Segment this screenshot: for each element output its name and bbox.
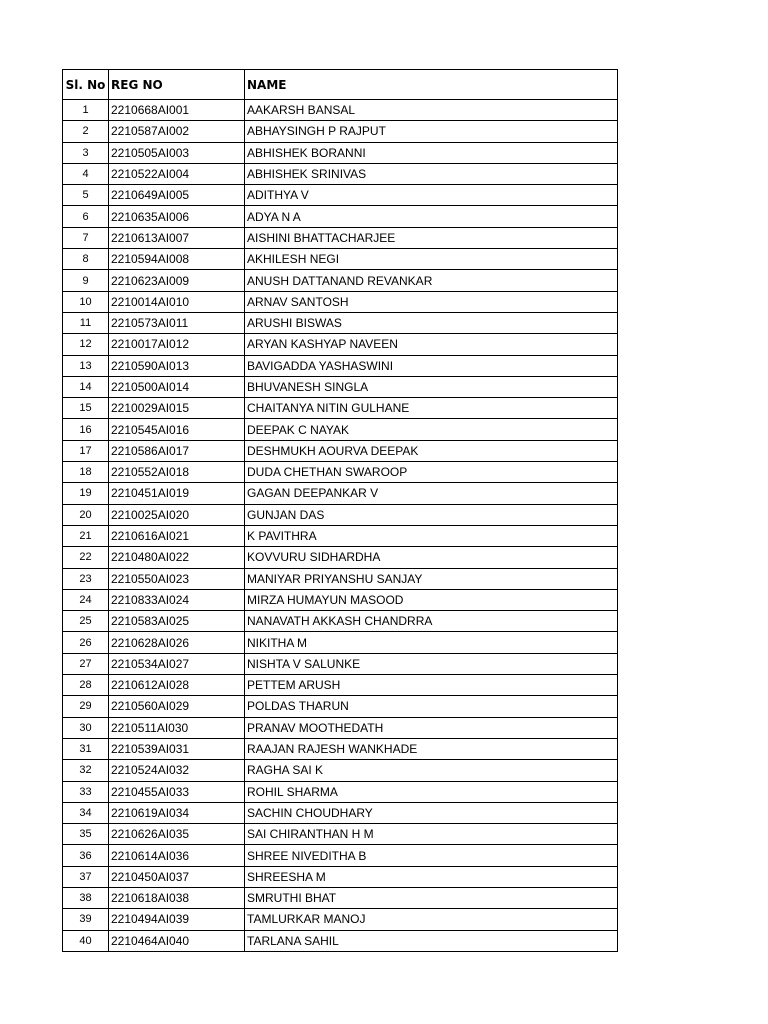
table-row	[63, 121, 618, 142]
serial-number-cell: 31	[63, 738, 109, 759]
serial-number-cell: 18	[63, 462, 109, 483]
reg-no-cell: 2210464AI040	[109, 930, 245, 951]
table-row	[63, 291, 618, 312]
table-row	[63, 440, 618, 461]
student-name-cell: SAI CHIRANTHAN H M	[245, 824, 618, 845]
reg-no-cell: 2210623AI009	[109, 270, 245, 291]
reg-no-cell: 2210025AI020	[109, 504, 245, 525]
table-header	[63, 70, 618, 100]
student-name-cell: MIRZA HUMAYUN MASOOD	[245, 589, 618, 610]
serial-number-cell: 32	[63, 760, 109, 781]
student-name-cell: DESHMUKH AOURVA DEEPAK	[245, 440, 618, 461]
table-row	[63, 355, 618, 376]
student-name-cell: ARYAN KASHYAP NAVEEN	[245, 334, 618, 355]
serial-number-cell: 17	[63, 440, 109, 461]
serial-number-cell: 6	[63, 206, 109, 227]
serial-number-cell: 22	[63, 547, 109, 568]
serial-number-cell: 33	[63, 781, 109, 802]
serial-number-cell: 24	[63, 589, 109, 610]
table-row	[63, 419, 618, 440]
table-row	[63, 632, 618, 653]
table-row	[63, 312, 618, 333]
table-row	[63, 525, 618, 546]
table-row	[63, 376, 618, 397]
student-name-cell: SMRUTHI BHAT	[245, 887, 618, 908]
serial-number-cell: 36	[63, 845, 109, 866]
serial-number-cell: 20	[63, 504, 109, 525]
student-name-cell: GAGAN DEEPANKAR V	[245, 483, 618, 504]
reg-no-cell: 2210480AI022	[109, 547, 245, 568]
reg-no-cell: 2210616AI021	[109, 525, 245, 546]
serial-number-cell: 7	[63, 227, 109, 248]
student-name-cell: DEEPAK C NAYAK	[245, 419, 618, 440]
student-name-cell: RAAJAN RAJESH WANKHADE	[245, 738, 618, 759]
serial-number-cell: 2	[63, 121, 109, 142]
serial-number-cell: 39	[63, 909, 109, 930]
reg-no-cell: 2210587AI002	[109, 121, 245, 142]
student-name-cell: SHREE NIVEDITHA B	[245, 845, 618, 866]
student-name-cell: NANAVATH AKKASH CHANDRRA	[245, 611, 618, 632]
student-name-cell: TAMLURKAR MANOJ	[245, 909, 618, 930]
table-row	[63, 760, 618, 781]
table-row	[63, 738, 618, 759]
table-row	[63, 653, 618, 674]
reg-no-cell: 2210635AI006	[109, 206, 245, 227]
reg-no-cell: 2210586AI017	[109, 440, 245, 461]
reg-no-cell: 2210539AI031	[109, 738, 245, 759]
reg-no-cell: 2210613AI007	[109, 227, 245, 248]
reg-no-cell: 2210534AI027	[109, 653, 245, 674]
reg-no-cell: 2210833AI024	[109, 589, 245, 610]
table-row	[63, 504, 618, 525]
table-row	[63, 568, 618, 589]
table-body	[63, 100, 618, 952]
serial-number-cell: 8	[63, 249, 109, 270]
reg-no-cell: 2210455AI033	[109, 781, 245, 802]
serial-number-cell: 9	[63, 270, 109, 291]
reg-no-cell: 2210029AI015	[109, 398, 245, 419]
table-row	[63, 163, 618, 184]
student-name-cell: K PAVITHRA	[245, 525, 618, 546]
student-name-cell: ADITHYA V	[245, 185, 618, 206]
student-name-cell: AAKARSH BANSAL	[245, 100, 618, 121]
reg-no-cell: 2210649AI005	[109, 185, 245, 206]
reg-no-cell: 2210619AI034	[109, 802, 245, 823]
serial-number-cell: 14	[63, 376, 109, 397]
student-name-cell: SACHIN CHOUDHARY	[245, 802, 618, 823]
reg-no-cell: 2210450AI037	[109, 866, 245, 887]
reg-no-cell: 2210550AI023	[109, 568, 245, 589]
reg-no-cell: 2210017AI012	[109, 334, 245, 355]
serial-number-cell: 3	[63, 142, 109, 163]
student-name-cell: CHAITANYA NITIN GULHANE	[245, 398, 618, 419]
serial-number-cell: 34	[63, 802, 109, 823]
reg-no-cell: 2210524AI032	[109, 760, 245, 781]
serial-number-cell: 1	[63, 100, 109, 121]
reg-no-cell: 2210590AI013	[109, 355, 245, 376]
reg-no-cell: 2210014AI010	[109, 291, 245, 312]
reg-no-cell: 2210511AI030	[109, 717, 245, 738]
table-row	[63, 675, 618, 696]
table-row	[63, 696, 618, 717]
table-row	[63, 334, 618, 355]
serial-number-cell: 26	[63, 632, 109, 653]
table-row	[63, 547, 618, 568]
table-row	[63, 185, 618, 206]
header-row	[63, 70, 618, 100]
table-row	[63, 589, 618, 610]
table-row	[63, 270, 618, 291]
student-name-cell: AKHILESH NEGI	[245, 249, 618, 270]
student-name-cell: TARLANA SAHIL	[245, 930, 618, 951]
student-name-cell: ROHIL SHARMA	[245, 781, 618, 802]
table-row	[63, 717, 618, 738]
name-column-header: NAME	[245, 70, 618, 100]
reg-no-cell: 2210668AI001	[109, 100, 245, 121]
student-name-cell: RAGHA SAI K	[245, 760, 618, 781]
reg-no-cell: 2210628AI026	[109, 632, 245, 653]
serial-number-cell: 16	[63, 419, 109, 440]
reg-no-cell: 2210612AI028	[109, 675, 245, 696]
student-name-cell: NIKITHA M	[245, 632, 618, 653]
table-row	[63, 142, 618, 163]
reg-no-cell: 2210594AI008	[109, 249, 245, 270]
table-row	[63, 909, 618, 930]
serial-number-cell: 38	[63, 887, 109, 908]
reg-no-cell: 2210494AI039	[109, 909, 245, 930]
student-name-cell: ARNAV SANTOSH	[245, 291, 618, 312]
student-name-cell: ABHISHEK SRINIVAS	[245, 163, 618, 184]
reg-no-cell: 2210560AI029	[109, 696, 245, 717]
student-name-cell: ARUSHI BISWAS	[245, 312, 618, 333]
student-name-cell: BAVIGADDA YASHASWINI	[245, 355, 618, 376]
table-row	[63, 483, 618, 504]
serial-number-cell: 15	[63, 398, 109, 419]
student-name-cell: PRANAV MOOTHEDATH	[245, 717, 618, 738]
serial-number-cell: 40	[63, 930, 109, 951]
serial-number-cell: 30	[63, 717, 109, 738]
reg-no-cell: 2210505AI003	[109, 142, 245, 163]
reg-no-column-header: REG NO	[109, 70, 245, 100]
table-row	[63, 866, 618, 887]
serial-number-cell: 4	[63, 163, 109, 184]
table-row	[63, 824, 618, 845]
student-name-cell: POLDAS THARUN	[245, 696, 618, 717]
table-row	[63, 802, 618, 823]
serial-number-cell: 13	[63, 355, 109, 376]
table-row	[63, 206, 618, 227]
serial-number-cell: 10	[63, 291, 109, 312]
student-name-cell: SHREESHA M	[245, 866, 618, 887]
table-row	[63, 887, 618, 908]
student-name-cell: ANUSH DATTANAND REVANKAR	[245, 270, 618, 291]
student-name-cell: ABHAYSINGH P RAJPUT	[245, 121, 618, 142]
table-row	[63, 398, 618, 419]
student-roster-table	[62, 69, 618, 952]
student-name-cell: GUNJAN DAS	[245, 504, 618, 525]
serial-number-cell: 37	[63, 866, 109, 887]
serial-number-cell: 28	[63, 675, 109, 696]
serial-number-cell: 19	[63, 483, 109, 504]
table-row	[63, 611, 618, 632]
table-row	[63, 100, 618, 121]
serial-number-cell: 29	[63, 696, 109, 717]
table-row	[63, 930, 618, 951]
student-name-cell: AISHINI BHATTACHARJEE	[245, 227, 618, 248]
reg-no-cell: 2210573AI011	[109, 312, 245, 333]
serial-number-cell: 5	[63, 185, 109, 206]
reg-no-cell: 2210626AI035	[109, 824, 245, 845]
table-row	[63, 781, 618, 802]
student-name-cell: ABHISHEK BORANNI	[245, 142, 618, 163]
student-name-cell: ADYA N A	[245, 206, 618, 227]
serial-number-cell: 11	[63, 312, 109, 333]
serial-number-column-header: Sl. No	[63, 70, 109, 100]
reg-no-cell: 2210451AI019	[109, 483, 245, 504]
serial-number-cell: 27	[63, 653, 109, 674]
serial-number-cell: 21	[63, 525, 109, 546]
reg-no-cell: 2210500AI014	[109, 376, 245, 397]
table-row	[63, 462, 618, 483]
reg-no-cell: 2210583AI025	[109, 611, 245, 632]
student-name-cell: DUDA CHETHAN SWAROOP	[245, 462, 618, 483]
table-row	[63, 249, 618, 270]
student-name-cell: PETTEM ARUSH	[245, 675, 618, 696]
serial-number-cell: 12	[63, 334, 109, 355]
serial-number-cell: 25	[63, 611, 109, 632]
serial-number-cell: 23	[63, 568, 109, 589]
student-name-cell: MANIYAR PRIYANSHU SANJAY	[245, 568, 618, 589]
serial-number-cell: 35	[63, 824, 109, 845]
student-name-cell: NISHTA V SALUNKE	[245, 653, 618, 674]
reg-no-cell: 2210522AI004	[109, 163, 245, 184]
reg-no-cell: 2210618AI038	[109, 887, 245, 908]
reg-no-cell: 2210552AI018	[109, 462, 245, 483]
student-name-cell: KOVVURU SIDHARDHA	[245, 547, 618, 568]
table-row	[63, 227, 618, 248]
reg-no-cell: 2210545AI016	[109, 419, 245, 440]
student-name-cell: BHUVANESH SINGLA	[245, 376, 618, 397]
table-row	[63, 845, 618, 866]
reg-no-cell: 2210614AI036	[109, 845, 245, 866]
